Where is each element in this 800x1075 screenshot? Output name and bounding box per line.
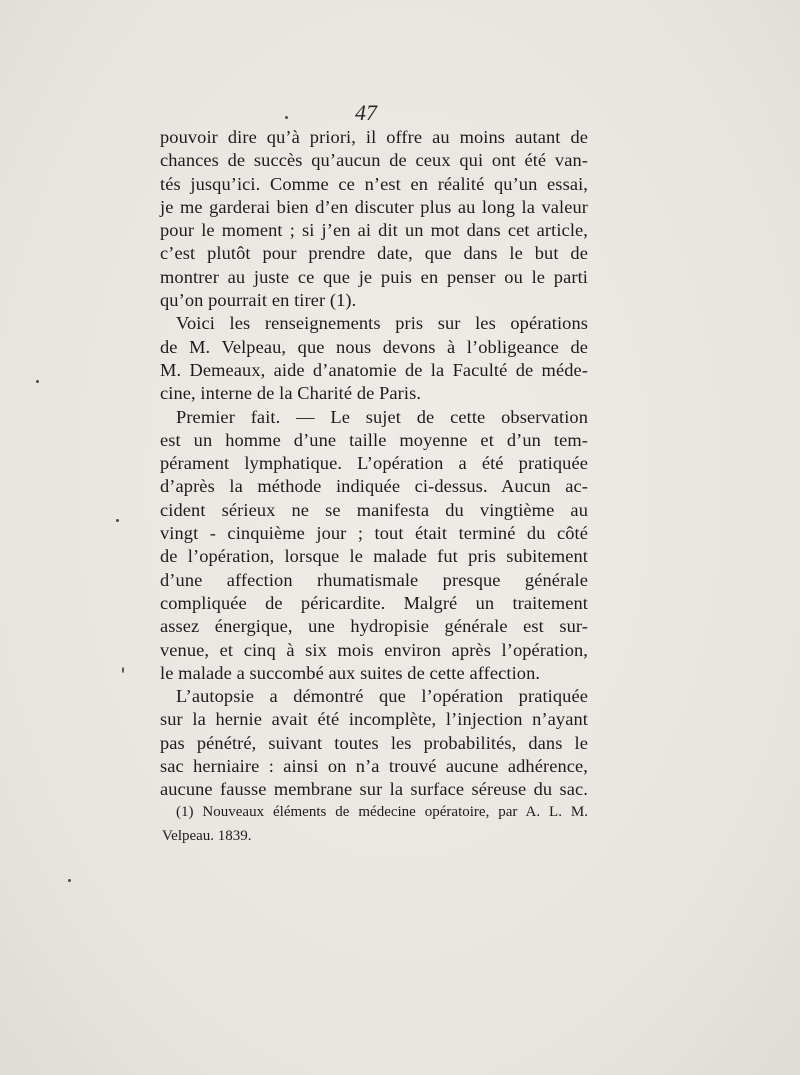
text-line: assez énergique, une hydropisie générale est sur-	[160, 616, 588, 637]
speck-mark	[285, 116, 288, 119]
text-line: venue, et cinq à six mois environ après l’opération,	[160, 639, 588, 660]
text-line: pour le moment ; si j’en ai dit un mot dans cet article,	[160, 220, 588, 241]
text-line: pouvoir dire qu’à priori, il offre au moins autant de	[160, 127, 588, 147]
text-line: de l’opération, lorsque le malade fut pris subitement	[160, 546, 588, 567]
text-line: pérament lymphatique. L’opération a été pratiquée	[160, 453, 588, 474]
text-line: je me garderai bien d’en discuter plus au long la valeur	[160, 196, 588, 217]
text-line: sur la hernie avait été incomplète, l’injection n’ayant	[160, 709, 588, 730]
text-line: L’autopsie a démontré que l’opération pratiquée	[176, 686, 588, 707]
footnote-line: Velpeau. 1839.	[162, 828, 252, 844]
text-line: est un homme d’une taille moyenne et d’un tem-	[160, 429, 588, 450]
text-line: de M. Velpeau, que nous devons à l’obligeance de	[160, 336, 588, 357]
text-line: tés jusqu’ici. Comme ce n’est en réalité qu’un essai,	[160, 173, 588, 194]
text-line: qu’on pourrait en tirer (1).	[160, 290, 357, 311]
text-line: cident sérieux ne se manifesta du vingtième au	[160, 499, 588, 520]
speck-mark	[116, 519, 119, 522]
text-line: d’après la méthode indiquée ci-dessus. Aucun ac-	[160, 476, 588, 497]
text-line: cine, interne de la Charité de Paris.	[160, 383, 422, 404]
speck-mark	[36, 380, 39, 383]
body-text	[160, 126, 588, 802]
text-line: montrer au juste ce que je puis en penser ou le parti	[160, 266, 588, 287]
text-line: d’une affection rhumatismale presque générale	[160, 569, 588, 590]
text-line: pas pénétré, suivant toutes les probabilités, dans le	[160, 732, 588, 753]
footnote-line: (1) Nouveaux éléments de médecine opératoire, par A. L. M.	[176, 804, 588, 820]
page-number: 47	[355, 100, 377, 125]
footnote	[162, 800, 588, 848]
text-line: compliquée de péricardite. Malgré un traitement	[160, 592, 588, 613]
text-line: Premier fait. — Le sujet de cette observation	[176, 406, 588, 427]
text-line: sac herniaire : ainsi on n’a trouvé aucune adhérence,	[160, 756, 588, 777]
text-line: chances de succès qu’aucun de ceux qui ont été van-	[160, 150, 588, 171]
text-line: Voici les renseignements pris sur les opérations	[176, 313, 588, 334]
text-line: aucune fausse membrane sur la surface séreuse du sac.	[160, 779, 588, 800]
speck-mark	[122, 667, 124, 673]
text-line: c’est plutôt pour prendre date, que dans le but de	[160, 243, 588, 264]
text-line: M. Demeaux, aide d’anatomie de la Faculté de méde-	[160, 359, 588, 380]
speck-mark	[68, 879, 71, 882]
text-line: vingt - cinquième jour ; tout était terminé du côté	[160, 523, 588, 544]
text-line: le malade a succombé aux suites de cette affection.	[160, 662, 541, 683]
